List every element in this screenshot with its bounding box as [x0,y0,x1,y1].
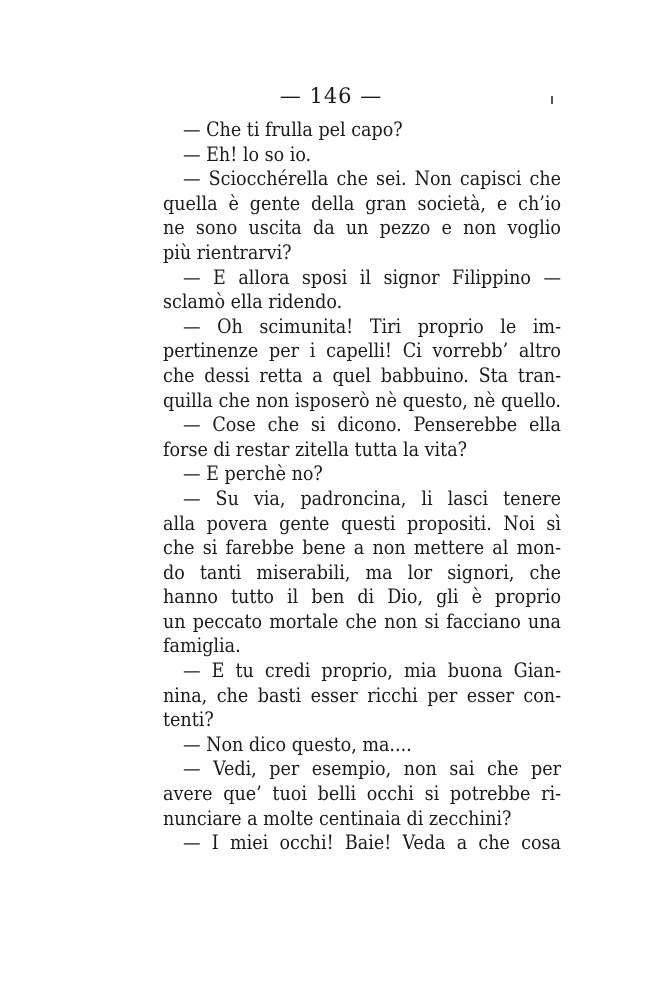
text-line: — E perchè no? [183,462,323,486]
text-line: che dessi retta a quel babbuino. Sta tran- [163,363,561,387]
text-line: più rientrarvi? [163,240,292,264]
text-line: sclamò ella ridendo. [163,290,343,314]
text-line: famiglia. [163,634,241,658]
text-line: — Non dico questo, ma.... [183,732,412,756]
text-line: — Eh! lo so io. [183,142,312,166]
text-line: che si farebbe bene a non mettere al mon- [163,536,561,560]
text-line: nunciare a molte centinaia di zecchini? [163,806,512,830]
paper-speck [551,96,553,104]
text-line: ne sono uscita da un pezzo e non voglio [163,216,561,240]
page-number: — 146 — [279,84,383,108]
text-line: do tanti miserabili, ma lor signori, che [163,560,561,584]
text-line: — Su via, padroncina, li lasci tenere [183,486,561,510]
text-line: alla povera gente questi propositi. Noi sì [163,511,561,535]
text-line: — Sciocchérella che sei. Non capisci che [183,167,561,191]
text-line: — Cose che si dicono. Penserebbe ella [183,413,561,437]
text-line: avere que’ tuoi belli occhi si potrebbe ri- [163,782,561,806]
text-line: — Che ti frulla pel capo? [183,118,403,141]
text-line: — I miei occhi! Baie! Veda a che cosa [183,831,561,855]
text-line: nina, che basti esser ricchi per esser con- [163,683,561,707]
text-line: — Vedi, per esempio, non sai che per [183,757,561,781]
body-text [163,118,561,856]
text-line: forse di restar zitella tutta la vita? [163,437,468,461]
text-line: un peccato mortale che non si facciano una [163,609,561,633]
text-line: pertinenze per i capelli! Ci vorrebb’ altro [163,339,561,363]
text-line: — E allora sposi il signor Filippino — [183,265,561,289]
text-line: quella è gente della gran società, e ch’io [163,191,561,215]
text-line: hanno tutto il ben di Dio, gli è proprio [163,585,561,609]
text-line: — Oh scimunita! Tiri proprio le im- [183,314,561,338]
text-line: quilla che non isposerò nè questo, nè quello. [163,388,561,412]
text-line: — E tu credi proprio, mia buona Gian- [183,659,561,683]
text-line: tenti? [163,708,214,732]
